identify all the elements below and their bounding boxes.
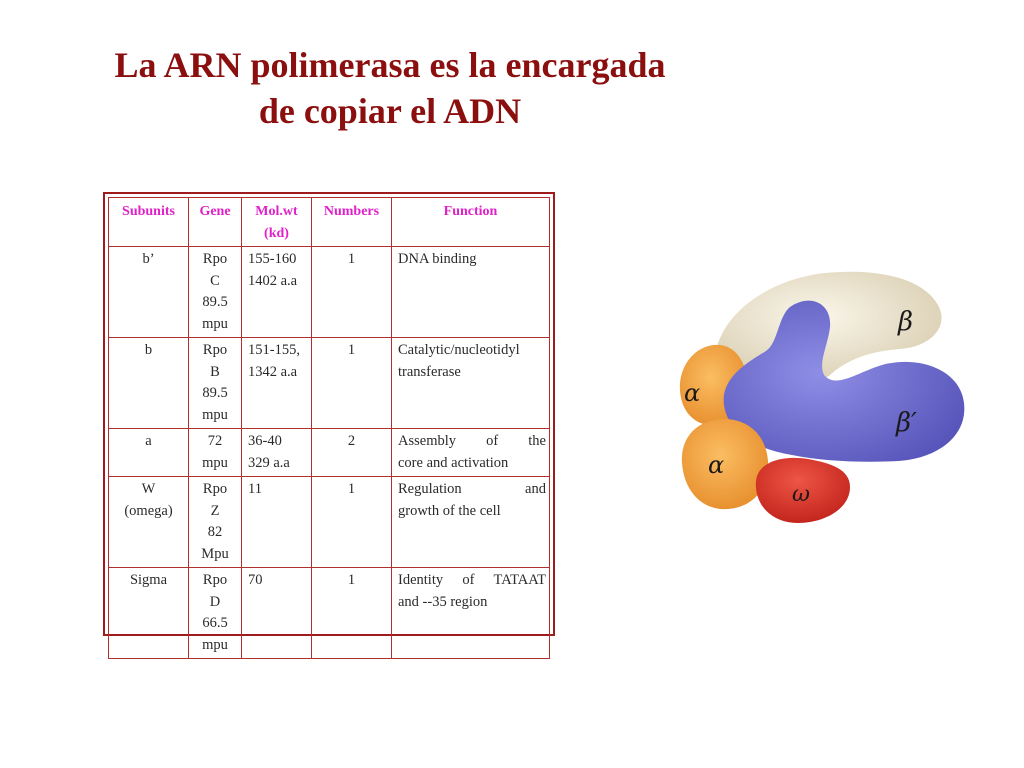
cell-gene-line: 89.5 <box>202 294 228 310</box>
cell-gene-line: 89.5 <box>202 385 228 401</box>
cell-molwt-line: 1342 a.a <box>248 363 298 380</box>
cell-number: 1 <box>312 338 392 429</box>
cell-gene-line: Rpo <box>202 572 228 588</box>
cell-molwt-line: 11 <box>248 481 262 497</box>
cell-subunit-line: a <box>145 433 152 449</box>
cell-gene-line: Rpo <box>202 251 228 267</box>
cell-molwt-line: 1402 a.a <box>248 272 298 289</box>
cell-molwt-line: 155-160 <box>248 251 297 267</box>
table-row <box>109 247 550 338</box>
cell-subunit-line: Sigma <box>129 572 168 588</box>
cell-gene <box>189 338 242 429</box>
cell-subunit <box>109 338 189 429</box>
cell-molwt-line: 70 <box>248 572 263 588</box>
cell-function-line: growth of the cell <box>398 502 501 519</box>
alpha-bottom-label: α <box>708 451 725 479</box>
cell-function-line: Catalytic/nucleotidyl <box>398 342 520 358</box>
cell-gene-line: 82 <box>207 524 223 540</box>
cell-gene-line: mpu <box>202 454 228 471</box>
title-line-2: de copiar el ADN <box>258 91 522 131</box>
cell-number: 1 <box>312 477 392 568</box>
cell-subunit <box>109 477 189 568</box>
cell-number: 1 <box>312 568 392 659</box>
beta-prime-label: β′ <box>896 408 917 438</box>
cell-function-line: and --35 region <box>398 593 488 610</box>
alpha-bottom-subunit-shape <box>682 419 768 509</box>
header-gene: Gene <box>189 198 242 247</box>
cell-subunit <box>109 429 189 477</box>
rna-polymerase-diagram <box>660 265 972 535</box>
header-molwt-line2: (kd) <box>264 225 289 241</box>
table-row <box>109 338 550 429</box>
cell-function-line: DNA binding <box>398 251 477 267</box>
cell-function-line: Regulation and <box>398 481 546 497</box>
cell-molwt-line: 36-40 <box>248 433 282 449</box>
cell-molwt-line: 329 a.a <box>248 454 290 471</box>
cell-molwt <box>242 568 312 659</box>
table-row <box>109 429 550 477</box>
cell-subunit-line: W <box>141 481 156 497</box>
subunit-table <box>108 197 550 659</box>
cell-gene-line: mpu <box>202 315 228 332</box>
cell-molwt-line: 151-155, <box>248 342 300 358</box>
cell-subunit-line: (omega) <box>124 502 173 519</box>
cell-molwt <box>242 477 312 568</box>
header-molwt <box>242 198 312 247</box>
cell-gene <box>189 429 242 477</box>
omega-label: ω <box>792 482 810 507</box>
cell-gene-line: mpu <box>202 406 228 423</box>
cell-gene-line: Rpo <box>202 481 228 497</box>
cell-number: 1 <box>312 247 392 338</box>
cell-function-line: Identity of TATAAT <box>398 572 546 588</box>
cell-gene-line: Mpu <box>201 545 229 562</box>
cell-gene-line: 66.5 <box>202 615 228 631</box>
cell-number: 2 <box>312 429 392 477</box>
cell-function-line: core and activation <box>398 454 509 471</box>
cell-gene-line: B <box>210 363 220 380</box>
table-row <box>109 568 550 659</box>
cell-function <box>392 568 550 659</box>
header-subunits: Subunits <box>109 198 189 247</box>
header-numbers: Numbers <box>312 198 392 247</box>
header-function: Function <box>392 198 550 247</box>
cell-molwt <box>242 338 312 429</box>
cell-gene-line: 72 <box>207 433 223 449</box>
cell-function-line: transferase <box>398 363 461 380</box>
cell-function-line: Assembly of the <box>398 433 546 449</box>
beta-label: β <box>898 307 914 337</box>
cell-subunit-line: b’ <box>142 251 155 267</box>
cell-function <box>392 247 550 338</box>
cell-gene-line: Z <box>210 502 220 519</box>
cell-gene-line: Rpo <box>202 342 228 358</box>
cell-gene <box>189 247 242 338</box>
subunit-table-frame <box>103 192 555 653</box>
cell-function <box>392 477 550 568</box>
table-header-row <box>109 198 550 247</box>
table-row <box>109 477 550 568</box>
title-line-1: La ARN polimerasa es la encargada <box>114 45 666 85</box>
cell-subunit <box>109 247 189 338</box>
cell-gene <box>189 568 242 659</box>
cell-subunit-line: b <box>144 342 153 358</box>
cell-function <box>392 429 550 477</box>
slide-title <box>60 42 720 134</box>
cell-gene-line: D <box>209 593 221 610</box>
cell-gene <box>189 477 242 568</box>
header-molwt-line1: Mol.wt <box>255 204 298 219</box>
cell-gene-line: C <box>210 272 220 289</box>
alpha-top-label: α <box>684 379 701 407</box>
cell-molwt <box>242 429 312 477</box>
cell-molwt <box>242 247 312 338</box>
cell-function <box>392 338 550 429</box>
cell-gene-line: mpu <box>202 636 228 653</box>
cell-subunit <box>109 568 189 659</box>
